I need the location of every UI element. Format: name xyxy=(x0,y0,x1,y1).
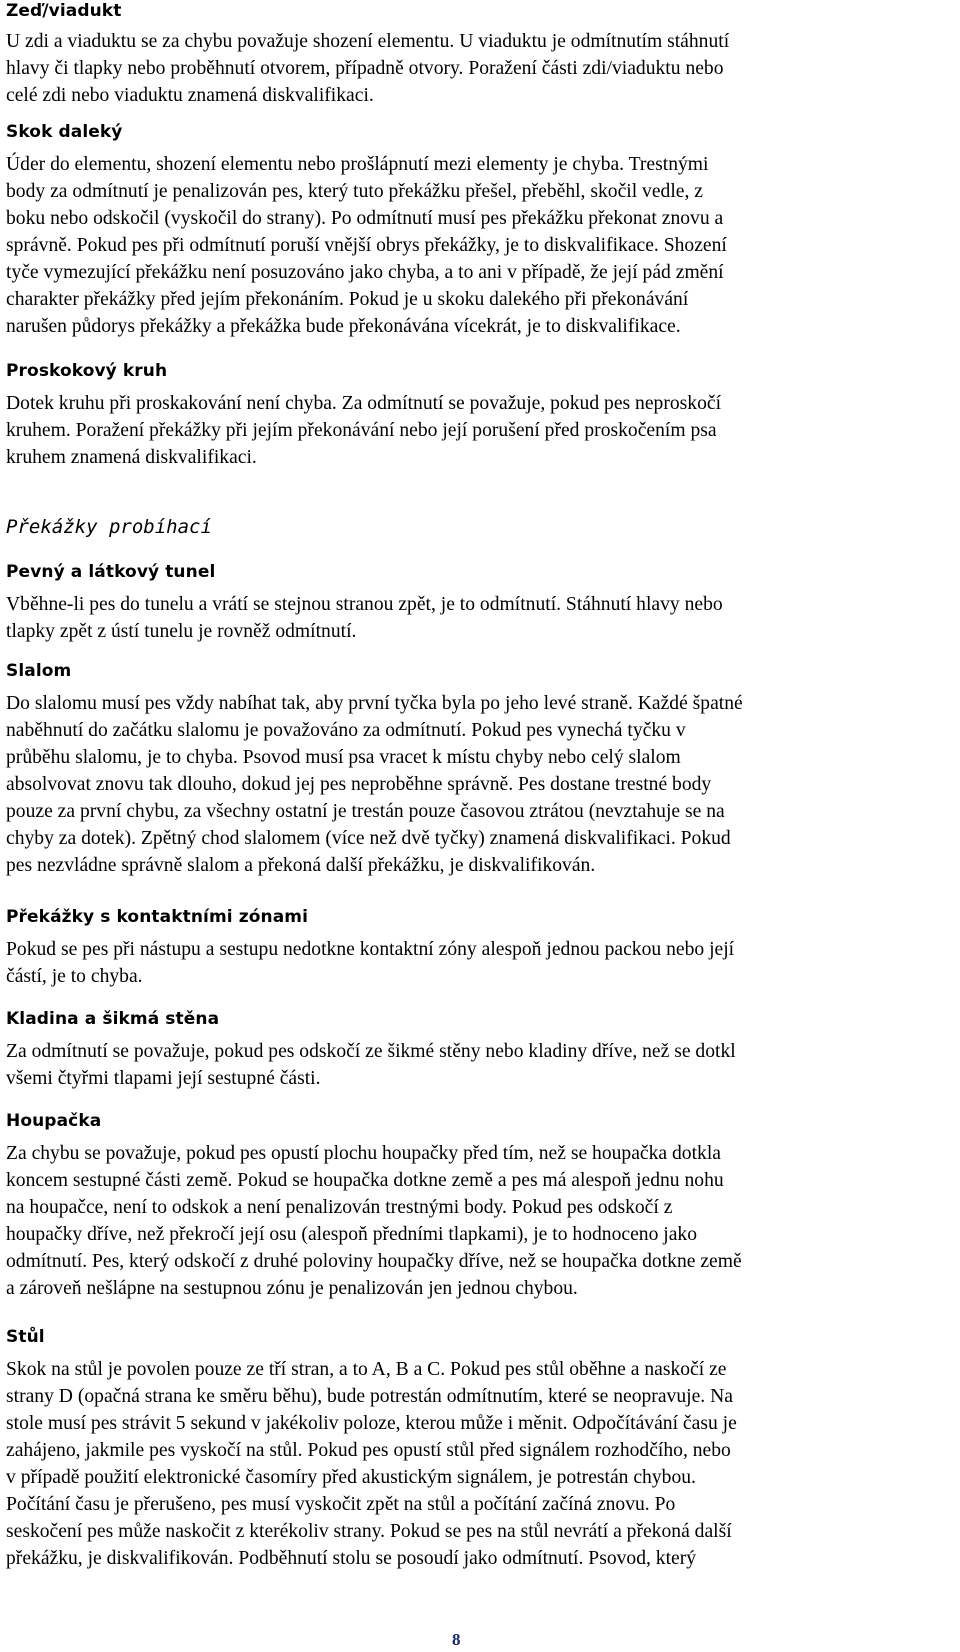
section-heading: Pevný a látkový tunel xyxy=(6,562,216,582)
section-paragraph: Do slalomu musí pes vždy nabíhat tak, aby první tyčka byla po jeho levé straně. Každé špatné naběhnutí do začátku slalomu je považováno za odmítnutí. Pokud pes vynechá tyčku v průběhu slalomu, je to chyba. Psovod musí psa vracet k místu chyby nebo celý slalom absolvovat znovu tak dlouho, dokud jej pes neproběhne správně. Pes dostane trestné body pouze za první chybu, za všechny ostatní je trestán pouze časovou ztrátou (nevztahuje se na chyby za dotek). Zpětný chod slalomem (více než dvě tyčky) znamená diskvalifikaci. Pokud pes nezvládne správně slalom a překoná další překážku, je diskvalifikován. xyxy=(6,693,743,876)
section-slalom xyxy=(6,660,743,879)
group-heading-block xyxy=(6,515,212,539)
section-paragraph: Za chybu se považuje, pokud pes opustí plochu houpačky před tím, než se houpačka dotkla koncem sestupné části země. Pokud se houpačka dotkne země a pes má alespoň jednu nohu na houpačce, není to odskok a není penalizován trestnými body. Pokud pes odskočí z houpačky dříve, než překročí její osu (alespoň předními tlapkami), je to hodnoceno jako odmítnutí. Pes, který odskočí z druhé poloviny houpačky dříve, než se houpačka dotkne země a zároveň nešlápne na sestupnou zónu je penalizován jen jednou chybou. xyxy=(6,1143,742,1299)
section-houpacka xyxy=(6,1110,742,1302)
section-paragraph: U zdi a viaduktu se za chybu považuje shození elementu. U viaduktu je odmítnutím stáhnutí hlavy či tlapky nebo proběhnutí otvorem, případně otvory. Poražení části zdi/viaduktu nebo celé zdi nebo viaduktu znamená diskvalifikaci. xyxy=(6,31,730,106)
section-tunel xyxy=(6,561,723,645)
section-kontaktni-zony xyxy=(6,906,734,990)
section-zed-viadukt xyxy=(6,0,729,109)
section-paragraph: Za odmítnutí se považuje, pokud pes odskočí ze šikmé stěny nebo kladiny dříve, než se dotkl všemi čtyřmi tlapami její sestupné části. xyxy=(6,1041,736,1089)
section-heading: Skok daleký xyxy=(6,122,123,142)
section-paragraph: Dotek kruhu při proskakování není chyba. Za odmítnutí se považuje, pokud pes neproskočí kruhem. Poražení překážky při jejím překonávání nebo její porušení před proskočením psa kruhem znamená diskvalifikaci. xyxy=(6,393,722,468)
section-heading: Překážky s kontaktními zónami xyxy=(6,907,309,927)
section-skok-daleky xyxy=(6,121,727,340)
section-heading: Houpačka xyxy=(6,1111,102,1131)
page-number: 8 xyxy=(452,1630,461,1649)
section-kladina xyxy=(6,1008,736,1092)
section-paragraph: Úder do elementu, shození elementu nebo prošlápnutí mezi elementy je chyba. Trestnými body za odmítnutí je penalizován pes, který tuto překážku přešel, přeběhl, skočil vedle, z boku nebo odskočil (vyskočil do strany). Po odmítnutí musí pes překážku překonat znovu a správně. Pokud pes při odmítnutí poruší vnější obrys překážky, je to diskvalifikace. Shození tyče vymezující překážku není posuzováno jako chyba, a to ani v případě, že její pád změní charakter překážky před jejím překonáním. Pokud je u skoku dalekého při překonávání narušen půdorys překážky a překážka bude překonávána vícekrát, je to diskvalifikace. xyxy=(6,154,727,337)
section-heading: Kladina a šikmá stěna xyxy=(6,1009,220,1029)
section-proskokovy-kruh xyxy=(6,360,721,471)
section-heading: Zeď/viadukt xyxy=(6,1,122,21)
section-heading: Proskokový kruh xyxy=(6,361,168,381)
section-stul xyxy=(6,1326,737,1572)
section-heading: Stůl xyxy=(6,1327,45,1347)
section-heading: Slalom xyxy=(6,661,72,681)
section-paragraph: Vběhne-li pes do tunelu a vrátí se stejnou stranou zpět, je to odmítnutí. Stáhnutí hlavy nebo tlapky zpět z ústí tunelu je rovněž odmítnutí. xyxy=(6,594,723,642)
group-heading: Překážky probíhací xyxy=(6,516,212,538)
section-paragraph: Skok na stůl je povolen pouze ze tří stran, a to A, B a C. Pokud pes stůl oběhne a naskočí ze strany D (opačná strana ke směru běhu), bude potrestán odmítnutím, které se neopravuje. Na stole musí pes strávit 5 sekund v jakékoliv poloze, kterou může i měnit. Odpočítávání času je zahájeno, jakmile pes vyskočí na stůl. Pokud pes opustí stůl před signálem rozhodčího, nebo v případě použití elektronické časomíry před akustickým signálem, je potrestán chybou. Počítání času je přerušeno, pes musí vyskočit zpět na stůl a počítání začíná znovu. Po seskočení pes může naskočit z kterékoliv strany. Pokud se pes na stůl nevrátí a překoná další překážku, je diskvalifikován. Podběhnutí stolu se posoudí jako odmítnutí. Psovod, který xyxy=(6,1359,737,1569)
section-paragraph: Pokud se pes při nástupu a sestupu nedotkne kontaktní zóny alespoň jednou packou nebo její částí, je to chyba. xyxy=(6,939,735,987)
